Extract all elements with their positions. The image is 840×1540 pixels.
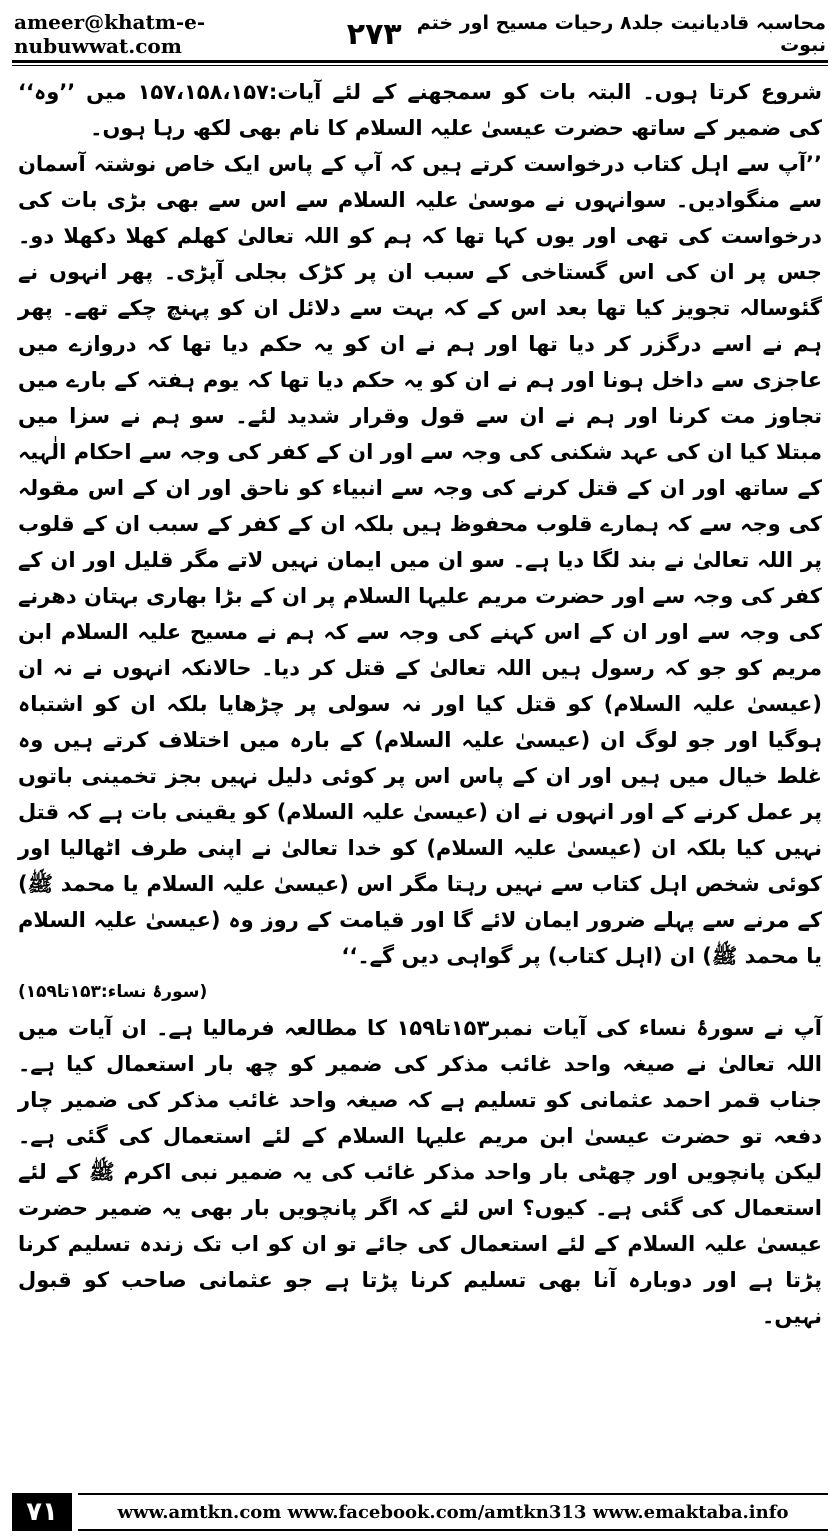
header-email: ameer@khatm-e-nubuwwat.com [14, 10, 206, 58]
page-number: ۲۷۳ [346, 16, 402, 52]
surah-reference: (سورۂ نساء:۱۵۳تا۱۵۹) [18, 982, 208, 1002]
quran-quote: ’’آپ سے اہل کتاب درخواست کرتے ہیں کہ آپ کے پاس ایک خاص نوشتہ آسمان سے منگوادیں۔ سوانہوں نے موسیٰ علیہ السلام سے اس سے بھی بڑی بات کی درخواست کی تھی اور یوں کہا تھا کہ ہم کو اللہ تعالیٰ کھلم کھلا دکھلا دو۔ جس پر ان کی اس گستاخی کے سبب ان پر کڑک بجلی آپڑی۔ پھر انہوں نے گئوسالہ تجویز کیا تھا بعد اس کے کہ بہت سے دلائل ان کو پہنچ چکے تھے۔ پھر ہم نے اسے درگزر کر دیا تھا اور ہم نے ان کو یہ حکم دیا تھا کہ دروازے میں عاجزی سے داخل ہونا اور ہم نے ان کو یہ حکم دیا تھا کہ یوم ہفتہ کے بارے میں تجاوز مت کرنا اور ہم نے ان سے قول وقرار شدید لئے۔ سو ہم نے سزا میں مبتلا کیا ان کی عہد شکنی کی وجہ سے اور ان کے کفر کی وجہ سے احکام الٰہیہ کے ساتھ اور ان کے قتل کرنے کی وجہ سے انبیاء کو ناحق اور ان کے اس مقولہ کی وجہ سے کہ ہمارے قلوب محفوظ ہیں بلکہ ان کے کفر کے سبب ان کے قلوب پر اللہ تعالیٰ نے بند لگا دیا ہے۔ سو ان میں ایمان نہیں لاتے مگر قلیل اور ان کے کفر کی وجہ سے اور حضرت مریم علیہا السلام پر ان کے بڑا بھاری بہتان دھرنے کی وجہ سے اور ان کے اس کہنے کی وجہ سے کہ ہم نے مسیح علیہ السلام ابن مریم کو جو کہ رسول ہیں اللہ تعالیٰ کے قتل کر دیا۔ حالانکہ انہوں نے نہ ان (عیسیٰ علیہ السلام) کو قتل کیا اور نہ سولی پر چڑھایا بلکہ ان کو اشتباہ ہوگیا اور جو لوگ ان (عیسیٰ علیہ السلام) کے بارہ میں اختلاف کرتے ہیں وہ غلط خیال میں ہیں اور ان کے پاس اس پر کوئی دلیل نہیں بجز تخمینی باتوں پر عمل کرنے کے اور انہوں نے ان (عیسیٰ علیہ السلام) کو یقینی بات ہے کہ قتل نہیں کیا بلکہ ان (عیسیٰ علیہ السلام) کو خدا تعالیٰ نے اپنی طرف اٹھالیا اور کوئی شخص اہل کتاب سے نہیں رہتا مگر اس (عیسیٰ علیہ السلام یا محمد ﷺ) کے مرنے سے پہلے ضرور ایمان لائے گا اور قیامت کے روز وہ (عیسیٰ علیہ السلام یا محمد ﷺ) ان (اہل کتاب) پر گواہی دیں گے۔‘‘ [18, 152, 822, 968]
page-header [14, 10, 826, 58]
conclusion-paragraph: آپ نے سورۂ نساء کی آیات نمبر۱۵۳تا۱۵۹ کا مطالعہ فرمالیا ہے۔ ان آیات میں اللہ تعالیٰ نے صیغہ واحد غائب مذکر کی ضمیر کو چھ بار استعمال کیا ہے۔ جناب قمر احمد عثمانی کو تسلیم ہے کہ صیغہ واحد غائب مذکر کی ضمیر چار دفعہ تو حضرت عیسیٰ ابن مریم علیہا السلام کے لئے استعمال کی گئی ہے۔ لیکن پانچویں اور چھٹی بار واحد مذکر غائب کی یہ ضمیر نبی اکرم ﷺ کے لئے استعمال کی گئی ہے۔ کیوں؟ اس لئے کہ اگر پانچویں بار بھی یہ ضمیر حضرت عیسیٰ علیہ السلام کے لئے استعمال کی جائے تو ان کو اب تک زندہ تسلیم کرنا پڑتا ہے اور دوبارہ آنا بھی تسلیم کرنا پڑتا ہے جو عثمانی صاحب کو قبول نہیں۔ [18, 1016, 822, 1328]
page-footer [12, 1492, 828, 1532]
header-rule [12, 60, 828, 63]
book-title: محاسبہ قادیانیت جلد۸ رحیات مسیح اور ختم نبوت [416, 12, 826, 56]
page-body [18, 74, 822, 1334]
footer-links: www.amtkn.com www.facebook.com/amtkn313 www.emaktaba.info [78, 1493, 828, 1531]
header-rule-thin [12, 65, 828, 66]
header-left [14, 10, 402, 58]
intro-paragraph: شروع کرتا ہوں۔ البتہ بات کو سمجھنے کے لئے آیات:۱۵۷،۱۵۸،۱۵۷ میں ’’وہ‘‘ کی ضمیر کے ساتھ حضرت عیسیٰ علیہ السلام کا نام بھی لکھ رہا ہوں۔ [18, 80, 823, 140]
footer-page-label: ۷۱ [12, 1493, 72, 1531]
